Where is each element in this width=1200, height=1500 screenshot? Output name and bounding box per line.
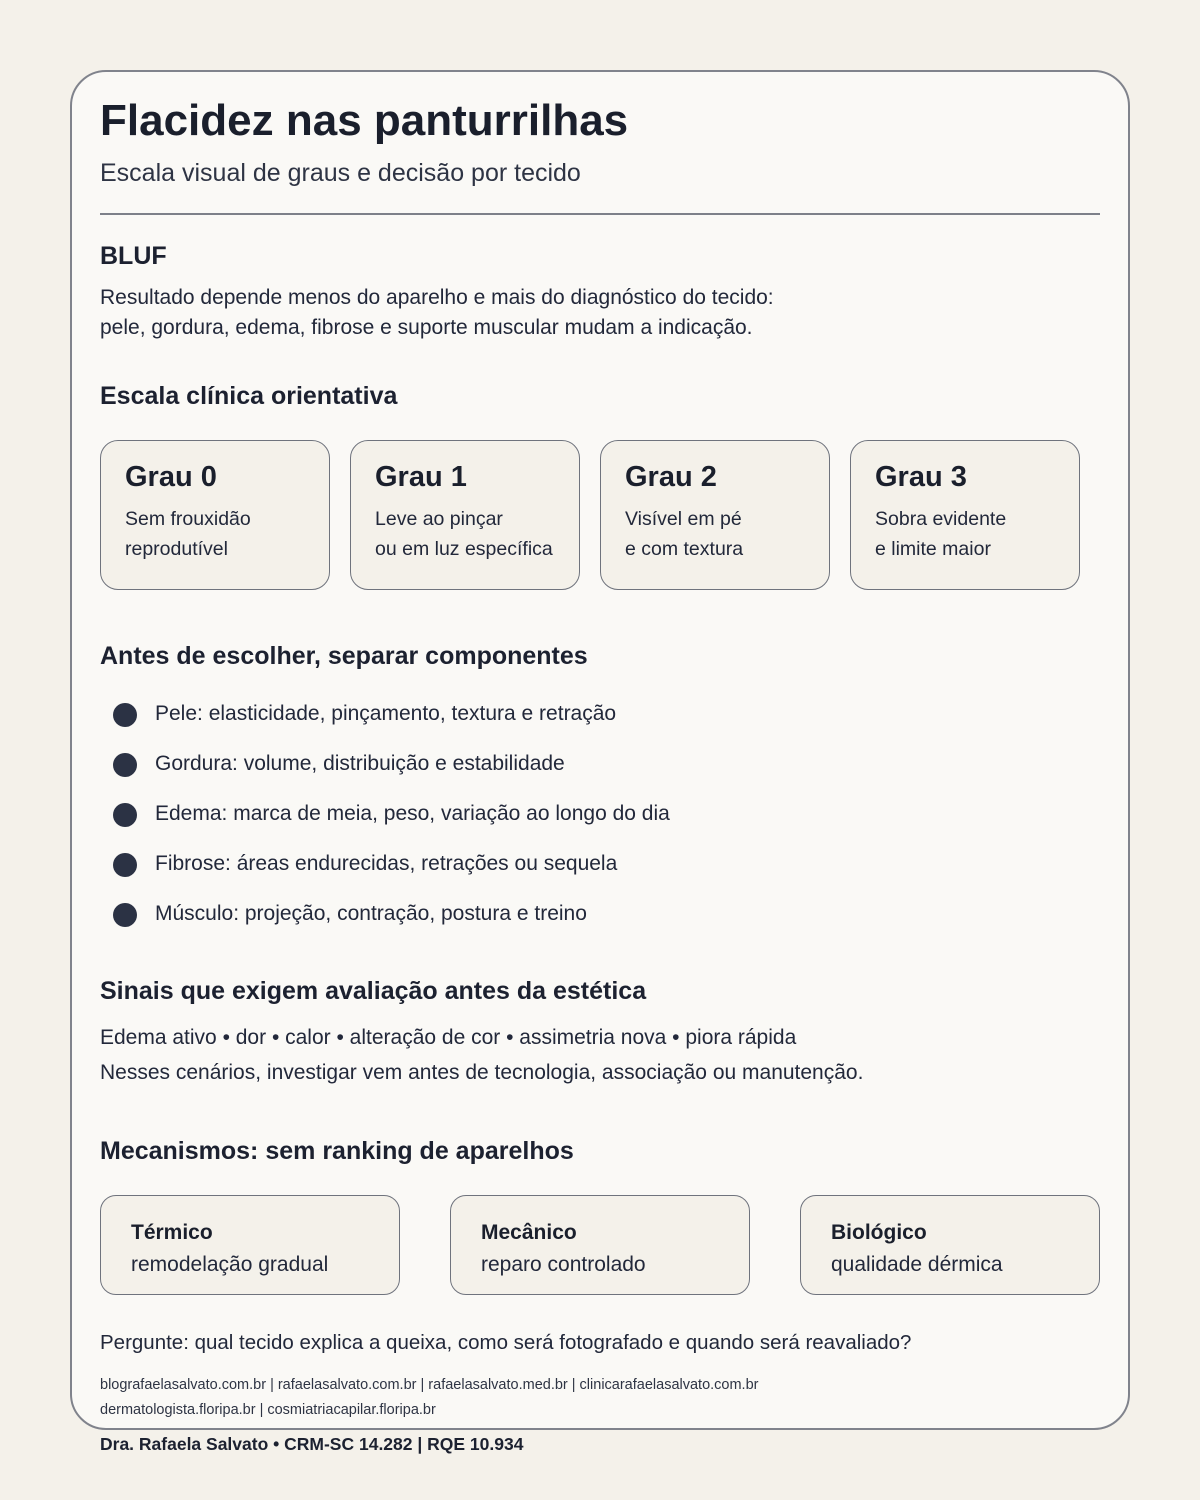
grade-desc-line-2: ou em luz específica	[375, 538, 553, 560]
grade-desc-line-1: Sem frouxidão	[125, 508, 251, 530]
grade-card-3	[850, 440, 1080, 590]
bullet-dot-icon	[113, 753, 137, 777]
closing-question: Pergunte: qual tecido explica a queixa, como será fotografado e quando será reavaliado?	[100, 1331, 912, 1354]
scale-heading: Escala clínica orientativa	[100, 382, 398, 410]
mechanism-title: Mecânico	[481, 1221, 577, 1244]
bullet-dot-icon	[113, 853, 137, 877]
author-signature: Dra. Rafaela Salvato • CRM-SC 14.282 | RQE 10.934	[100, 1434, 524, 1454]
mechanism-desc: reparo controlado	[481, 1253, 646, 1276]
grade-title: Grau 2	[625, 461, 717, 493]
grade-desc-line-2: reprodutível	[125, 538, 228, 560]
list-item-text: Edema: marca de meia, peso, variação ao longo do dia	[155, 802, 670, 825]
page-subtitle: Escala visual de graus e decisão por tecido	[100, 159, 581, 187]
mechanism-card-thermal	[100, 1195, 400, 1295]
bluf-line-2: pele, gordura, edema, fibrose e suporte muscular mudam a indicação.	[100, 316, 753, 339]
bullet-dot-icon	[113, 703, 137, 727]
list-item-text: Fibrose: áreas endurecidas, retrações ou sequela	[155, 852, 618, 875]
list-item-text: Músculo: projeção, contração, postura e treino	[155, 902, 587, 925]
grade-card-1	[350, 440, 580, 590]
grade-card-0	[100, 440, 330, 590]
mechanisms-heading: Mecanismos: sem ranking de aparelhos	[100, 1137, 574, 1165]
grade-desc-line-1: Visível em pé	[625, 508, 742, 530]
grade-desc-line-1: Leve ao pinçar	[375, 508, 503, 530]
mechanism-card-mechanical	[450, 1195, 750, 1295]
bullet-dot-icon	[113, 903, 137, 927]
signals-heading: Sinais que exigem avaliação antes da estética	[100, 977, 647, 1005]
page-title: Flacidez nas panturrilhas	[100, 96, 629, 145]
signals-line-2: Nesses cenários, investigar vem antes de tecnologia, associação ou manutenção.	[100, 1061, 864, 1084]
mechanism-card-biological	[800, 1195, 1100, 1295]
mechanism-title: Térmico	[131, 1221, 213, 1244]
header-divider	[100, 213, 1100, 215]
mechanism-title: Biológico	[831, 1221, 927, 1244]
mechanism-desc: qualidade dérmica	[831, 1253, 1003, 1276]
mechanism-desc: remodelação gradual	[131, 1253, 329, 1276]
bluf-line-1: Resultado depende menos do aparelho e mais do diagnóstico do tecido:	[100, 286, 774, 309]
grade-title: Grau 1	[375, 461, 467, 493]
grade-card-2	[600, 440, 830, 590]
footer-links-line-1: blografaelasalvato.com.br | rafaelasalvato.com.br | rafaelasalvato.med.br | clinicarafaelasalvato.com.br	[100, 1377, 759, 1393]
bullet-dot-icon	[113, 803, 137, 827]
grade-desc-line-1: Sobra evidente	[875, 508, 1007, 530]
components-heading: Antes de escolher, separar componentes	[100, 642, 588, 670]
grade-title: Grau 0	[125, 461, 217, 493]
bluf-heading: BLUF	[100, 242, 167, 270]
grade-desc-line-2: e limite maior	[875, 538, 991, 560]
grade-desc-line-2: e com textura	[625, 538, 744, 560]
list-item-text: Pele: elasticidade, pinçamento, textura e retração	[155, 702, 617, 725]
grade-title: Grau 3	[875, 461, 967, 493]
signals-line-1: Edema ativo • dor • calor • alteração de cor • assimetria nova • piora rápida	[100, 1026, 797, 1049]
list-item-text: Gordura: volume, distribuição e estabilidade	[155, 752, 565, 775]
footer-links-line-2: dermatologista.floripa.br | cosmiatriacapilar.floripa.br	[100, 1402, 436, 1418]
